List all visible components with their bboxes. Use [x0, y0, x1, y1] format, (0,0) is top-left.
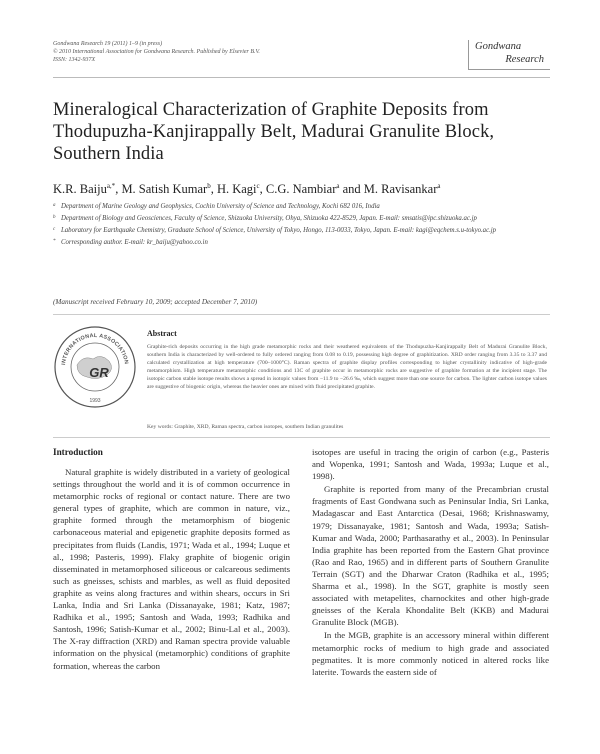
body-paragraph: Graphite is reported from many of the Precambrian crustal fragments of East Gondwana such as Peninsular India, Sri Lanka, Madagascar and East Antarctica (Desai, 1968; Krishnaswamy, 1979; Dissanayake, 1981; Santosh and Wada, 1993a; Satish-Kumar and Wada, 2000; Parthasarathy et al., 2003). In Peninsular India graphite has been reported from the Eastern Ghat province (Rao and Rao, 1965) and in different parts of Southern Granulite Terrain (SGT) and the Dharwar Craton (Radhika et al., 1995; Sharma et al., 1998). In the SGT, graphite is mostly seen associated with metapelites, charnockites and other high-grade gneisses of the Kerala Khondalite Belt (KKB) and Madurai Granulite Block (MGB).	[312, 484, 549, 628]
left-column	[53, 446, 290, 673]
corresponding-author	[53, 238, 553, 248]
section-divider	[53, 314, 550, 315]
affiliation-mark: b	[53, 215, 56, 220]
affiliation-text: Department of Marine Geology and Geophysics, Cochin University of Science and Technology, Kochi 682 016, India	[61, 203, 380, 210]
citation-line: © 2010 International Association for Gondwana Research. Published by Elsevier B.V.	[53, 49, 260, 55]
author-list	[53, 178, 553, 197]
author-mark: b	[207, 182, 211, 190]
author-mark: a	[437, 182, 441, 190]
author-mark: a,*	[106, 182, 116, 190]
seal-year: 1993	[89, 398, 101, 404]
seal-graphic	[53, 325, 137, 409]
author-name: K.R. Baiju	[53, 182, 107, 197]
author-mark: c	[256, 182, 260, 190]
affiliation-mark: a	[53, 203, 56, 208]
body-paragraph: isotopes are useful in tracing the origin of carbon (e.g., Pasteris and Wopenka, 1991; Santosh and Wada, 1993a; Luque et al., 1998).	[312, 447, 549, 482]
seal-center-text: GR	[89, 365, 109, 380]
association-seal-logo	[53, 325, 137, 409]
affiliation-list	[53, 202, 553, 250]
affiliation-text: Department of Biology and Geosciences, Faculty of Science, Shizuoka University, Ohya, Shizuoka 422-8529, Japan. E-mail: smsatis@ipc.shizuoka.ac.jp	[61, 215, 477, 222]
affiliation-mark: c	[53, 227, 56, 232]
author-mark: a	[336, 182, 340, 190]
author-name: M. Ravisankar	[363, 182, 438, 197]
journal-logo	[468, 40, 550, 70]
citation-block	[53, 40, 383, 64]
body-paragraph: In the MGB, graphite is an accessory mineral within different metamorphic rocks of medium to high grade and associated pegmatites. It is more commonly noticed in altered rocks like laterite. Towards the eastern side of	[312, 630, 549, 677]
affiliation-mark: *	[53, 239, 56, 244]
author-name: H. Kagi	[216, 182, 257, 197]
citation-line: Gondwana Research 19 (2011) 1–9 (in press)	[53, 41, 163, 47]
abstract-divider	[53, 437, 550, 438]
journal-name-line2: Research	[505, 54, 544, 65]
paper-title: Mineralogical Characterization of Graphite Deposits from Thodupuzha-Kanjirappally Belt, Madurai Granulite Block, Southern India	[53, 100, 495, 164]
affiliation-item	[53, 226, 553, 236]
affiliation-text: Corresponding author. E-mail: kr_baiju@yahoo.co.in	[61, 239, 208, 246]
author-name: M. Satish Kumar	[121, 182, 208, 197]
received-dates: (Manuscript received February 10, 2009; accepted December 7, 2010)	[53, 298, 258, 306]
keywords-line: Key words: Graphite, XRD, Raman spectra, carbon isotopes, southern Indian granulites	[147, 424, 344, 430]
body-paragraph: Natural graphite is widely distributed in a variety of geological settings throughout the world and it is of common occurrence in metamorphic rocks of regional or contact nature. There are two general types of graphite, which are common in nature, viz., graphite formed through the metamorphism of biogenic carbonaceous material and epigenetic graphite deposits formed as precipitates from fluids (Landis, 1971; Wada et al., 1994; Luque et al., 1998; Pasteris, 1999). Flaky graphite of biogenic origin disseminated in metamorphosed siliceous or calcareous sediments such as gneisses, schists and marbles, as well as fluid deposited graphite as veins along fractures and within shears, occurs in Sri Lanka, India and Sri Lanka (Dissanayake, 1981; Katz, 1987; Radhika et al., 1995; Santosh and Wada, 1993; Radhika and Santosh, 1996; Satish-Kumar et al., 2002; Binu-Lal et al., 2003). The X-ray diffraction (XRD) and Raman spectra provide valuable information on the physical (metamorphic) conditions of graphite formation, whereas the carbon	[53, 467, 290, 671]
author-separator: ,	[115, 182, 122, 197]
section-heading-introduction: Introduction	[53, 447, 103, 457]
affiliation-item	[53, 214, 553, 224]
affiliation-text: Laboratory for Earthquake Chemistry, Graduate School of Science, University of Tokyo, Hongo, 113-0033, Tokyo, Japan. E-mail: kagi@eqchem.s.u-tokyo.ac.jp	[61, 227, 497, 234]
author-separator: ,	[259, 182, 266, 197]
seal-ring-text: INTERNATIONAL ASSOCIATION	[61, 332, 129, 366]
author-separator: ,	[210, 182, 217, 197]
author-separator: and	[339, 182, 364, 197]
header-divider	[53, 77, 550, 78]
abstract-heading: Abstract	[147, 329, 177, 338]
right-column	[312, 446, 549, 679]
affiliation-item	[53, 202, 553, 212]
abstract-body: Graphite-rich deposits occurring in the high grade metamorphic rocks and their weathered equivalents of the Thodupuzha-Kanjirappally Belt of Madurai Granulite Block, southern India is characterized by well-ordered to fully ordered ranging from 0.08 to 0.19, possessing high degree of graphitization. XRD order ranging from 3.35 to 3.37 and calculated crystallization at high temperature (700–1000°C). Raman spectra of graphite display profiles corresponding to higher crystallinity indicative of high-grade metamorphism. High temperature metamorphic conditions and 13C of graphite occur in metamorphic rocks are suggestive of graphite formation at the incipient stage. The isotopic carbon stable isotope results shows a spread in isotopic values from −11.9 to −26.6 ‰, which suggest more than one source for carbon. The lighter carbon isotope values are suggestive of biogenic origin, whereas the heavier ones are mixed with fluid precipitated graphite.	[147, 344, 547, 390]
journal-name-line1: Gondwana	[475, 41, 522, 52]
abstract-section	[147, 328, 547, 391]
citation-line: ISSN: 1342-937X	[53, 57, 96, 63]
author-name: C.G. Nambiar	[265, 182, 337, 197]
